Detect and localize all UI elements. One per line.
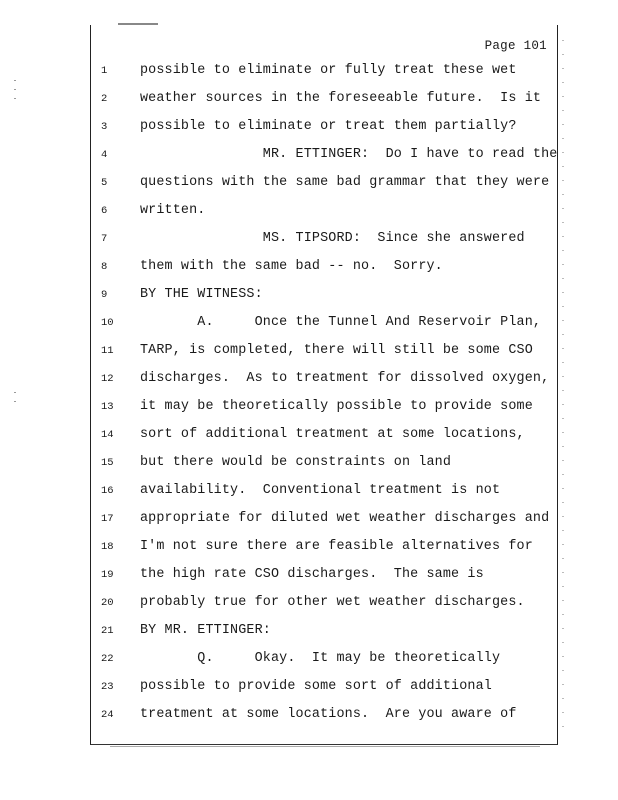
line-text: Q. Okay. It may be theoretically bbox=[140, 651, 501, 666]
line-text: BY THE WITNESS: bbox=[140, 287, 263, 302]
line-number: 1 bbox=[101, 65, 108, 77]
line-text: it may be theoretically possible to provide some bbox=[140, 399, 533, 414]
transcript-line bbox=[91, 427, 557, 447]
transcript-line bbox=[91, 343, 557, 363]
left-margin-speckle-2 bbox=[14, 392, 16, 402]
line-text: I'm not sure there are feasible alternatives for bbox=[140, 539, 533, 554]
line-number: 7 bbox=[101, 233, 108, 245]
transcript-line bbox=[91, 539, 557, 559]
line-number: 2 bbox=[101, 93, 108, 105]
line-number: 24 bbox=[101, 709, 114, 721]
line-text: written. bbox=[140, 203, 206, 218]
transcript-line bbox=[91, 119, 557, 139]
line-text: MR. ETTINGER: Do I have to read the bbox=[140, 147, 558, 162]
line-text: sort of additional treatment at some locations, bbox=[140, 427, 525, 442]
line-number: 8 bbox=[101, 261, 108, 273]
scan-mark-bottom bbox=[110, 746, 540, 747]
transcript-line bbox=[91, 371, 557, 391]
line-text: appropriate for diluted wet weather discharges and bbox=[140, 511, 550, 526]
line-text: availability. Conventional treatment is not bbox=[140, 483, 501, 498]
line-text: TARP, is completed, there will still be some CSO bbox=[140, 343, 533, 358]
transcript-line bbox=[91, 511, 557, 531]
line-number: 14 bbox=[101, 429, 114, 441]
line-number: 11 bbox=[101, 345, 114, 357]
line-number: 3 bbox=[101, 121, 108, 133]
line-text: weather sources in the foreseeable future. Is it bbox=[140, 91, 542, 106]
left-margin-speckle bbox=[14, 80, 16, 102]
line-text: discharges. As to treatment for dissolved oxygen, bbox=[140, 371, 550, 386]
line-number: 9 bbox=[101, 289, 108, 301]
line-text: probably true for other wet weather discharges. bbox=[140, 595, 525, 610]
line-number: 21 bbox=[101, 625, 114, 637]
line-number: 10 bbox=[101, 317, 114, 329]
line-number: 13 bbox=[101, 401, 114, 413]
transcript-line bbox=[91, 315, 557, 335]
transcript-line bbox=[91, 63, 557, 83]
page-number: Page 101 bbox=[484, 39, 547, 53]
line-text: the high rate CSO discharges. The same is bbox=[140, 567, 484, 582]
transcript-line bbox=[91, 455, 557, 475]
line-number: 4 bbox=[101, 149, 108, 161]
line-text: MS. TIPSORD: Since she answered bbox=[140, 231, 525, 246]
transcript-line bbox=[91, 679, 557, 699]
line-text: BY MR. ETTINGER: bbox=[140, 623, 271, 638]
line-text: possible to provide some sort of additional bbox=[140, 679, 492, 694]
line-text: possible to eliminate or treat them partially? bbox=[140, 119, 517, 134]
transcript-line bbox=[91, 399, 557, 419]
transcript-line bbox=[91, 203, 557, 223]
line-number: 6 bbox=[101, 205, 108, 217]
transcript-line bbox=[91, 147, 557, 167]
right-margin-speckle bbox=[562, 40, 564, 740]
transcript-line bbox=[91, 259, 557, 279]
line-number: 18 bbox=[101, 541, 114, 553]
line-text: A. Once the Tunnel And Reservoir Plan, bbox=[140, 315, 542, 330]
line-number: 17 bbox=[101, 513, 114, 525]
line-number: 20 bbox=[101, 597, 114, 609]
line-text: them with the same bad -- no. Sorry. bbox=[140, 259, 443, 274]
line-number: 5 bbox=[101, 177, 108, 189]
transcript-line bbox=[91, 595, 557, 615]
transcript-line bbox=[91, 231, 557, 251]
line-number: 15 bbox=[101, 457, 114, 469]
line-number: 22 bbox=[101, 653, 114, 665]
transcript-line bbox=[91, 651, 557, 671]
transcript-line bbox=[91, 483, 557, 503]
line-number: 19 bbox=[101, 569, 114, 581]
line-text: possible to eliminate or fully treat these wet bbox=[140, 63, 517, 78]
transcript-line bbox=[91, 567, 557, 587]
transcript-line bbox=[91, 91, 557, 111]
transcript-page bbox=[90, 25, 558, 745]
line-number: 12 bbox=[101, 373, 114, 385]
line-text: but there would be constraints on land bbox=[140, 455, 452, 470]
transcript-line bbox=[91, 175, 557, 195]
line-text: treatment at some locations. Are you aware of bbox=[140, 707, 517, 722]
line-text: questions with the same bad grammar that they were bbox=[140, 175, 550, 190]
line-number: 16 bbox=[101, 485, 114, 497]
line-number: 23 bbox=[101, 681, 114, 693]
transcript-line bbox=[91, 623, 557, 643]
transcript-line bbox=[91, 287, 557, 307]
transcript-line bbox=[91, 707, 557, 727]
